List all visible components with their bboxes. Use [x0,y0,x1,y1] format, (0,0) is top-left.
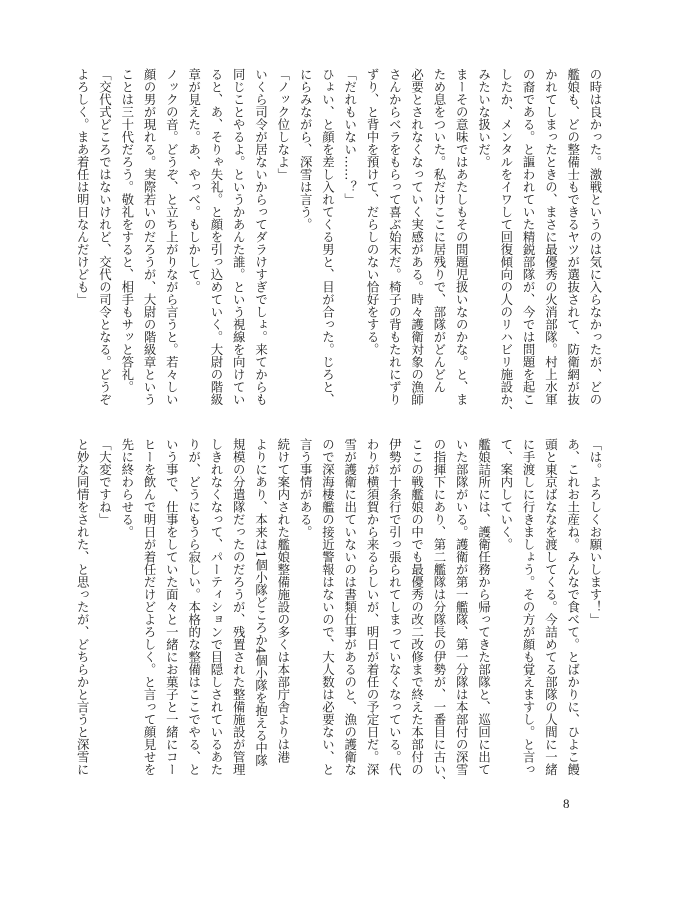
text-line: ここの戦艦娘の中でも最優秀の改二改修まで終えた本部付の [409,438,425,776]
text-line: ことは三十代だろう。敬礼をすると、相手もサッと答礼。 [119,68,135,393]
text-line: さんからベラをもらって喜ぶ始末だ。椅子の背もたれにずり [387,68,403,406]
text-line: よろしく。まあ着任は明日なんだけども」 [75,68,91,306]
text-line: に手渡しに行きましょう。その方が顔も覚えますし。と言っ [521,438,537,776]
text-line: いう事で、仕事をしていた面々と一緒にお菓子と一緒にコー [164,438,180,776]
text-line: かれてしまったときの、まさに最優秀の火消部隊。村上水軍 [543,68,559,406]
text-line: あ、これお土産ね。みんなで食べて。とばかりに、ひよこ饅 [565,438,581,776]
text-line: みたいな扱いだ。 [476,68,492,168]
text-line: 同じことやるよ。というかあんた誰。という視線を向けてい [231,68,247,406]
text-line: ヒーを飲んで明日が着任だけどよろしく。と言って顔見せを [142,438,158,776]
text-line: 頭と東京ばななを渡してくる。今詰めてる部隊の人間に一緒 [543,438,559,776]
text-line: 必要とされなくなっていく実感がある。時々護衛対象の漁師 [409,68,425,406]
text-line: りが、どうにもうら寂しい。本格的な整備はここでやる、と [186,438,202,776]
text-line: 言う事情がある。 [298,438,314,538]
text-line: 規模の分遣隊だったのだろうが、残置された整備施設が管理 [231,438,247,776]
text-line: 章が見えた。あ、やっべ。もしかして。 [186,68,202,293]
text-line: の時は良かった。激戦というのは気に入らなかったが、どの [588,68,603,406]
text-line: 続けて案内された艦娘整備施設の多くは本部庁舎よりは港 [275,438,291,763]
text-line: いくら司令が居ないからってダラけすぎでしょ。来てからも [253,68,269,406]
upper-text-block [61,68,606,418]
text-line: にらみながら、深雪は言う。 [298,68,314,231]
text-line: 「だれもいない……？」 [342,68,358,206]
text-line: 顔の男が現れる。実際若いのだろうが、大尉の階級章という [142,68,158,406]
text-line: て、案内していく。 [498,438,514,551]
text-line: ノックの音。どうぞ、と立ち上がりながら言うと。若々しい [164,68,180,406]
text-line: 「ノック位しなよ」 [275,68,291,181]
text-line: 「は。よろしくお願いします！」 [588,438,603,626]
text-line: ので深海棲艦の接近警報はないので、大人数は必要ない、と [320,438,336,776]
text-line: わりが横須賀から来るらしいが、明日が着任の予定日だ。深 [365,438,381,776]
text-line: したか、メンタルをイワして回復傾向の人のリハビリ施設か、 [498,68,514,418]
lower-text-block [61,438,606,788]
page-number: 8 [563,796,570,811]
text-line: と妙な同情をされた、と思ったが、どちらかと言うと深雪に [75,438,91,776]
text-line: 艦娘詰所には、護衛任務から帰ってきた部隊と、巡回に出て [476,438,492,776]
text-line: ると、あ、そりゃ失礼。と顔を引っ込めていく。大尉の階級 [208,68,224,406]
text-line: 艦娘も、どの整備士もできるヤツが選抜されて、防衛網が抜 [565,68,581,406]
text-line: の指揮下にあり、第二艦隊は分隊長の伊勢が、一番目に古い、 [431,438,447,788]
text-line: 伊勢が十条行で引っ張られてしまっていなくなっている。代 [387,438,403,776]
text-line: ため息をついた。私だけここに居残りで、部隊がどんどん [431,68,447,393]
text-line: 「大変ですね」 [97,438,113,526]
text-line: 「交代式どころではないけれど、交代の司令となる。どうぞ [97,68,113,406]
text-line: の裔である。と謳われていた精鋭部隊が、今では問題を起こ [521,68,537,406]
text-line: 雪が護衛に出ていないのは書類仕事があるのと、漁の護衛な [342,438,358,776]
text-line: まーその意味ではあたしもその問題児扱いなのかな。と、ま [454,68,470,406]
text-line: いた部隊がいる。護衛が第一艦隊、第一分隊は本部付の深雪 [454,438,470,776]
text-line: ずり、と背中を預けて、だらしのない恰好をする。 [365,68,381,356]
text-line: しきれなくなって、パーティションで目隠しされているあた [208,438,224,776]
text-line: 先に終わらせる。 [119,438,135,538]
text-line: よりにあり、本来は1個小隊どころか4個小隊を抱える中隊 [253,438,269,767]
text-line: ひょい、と顔を差し入れてくる男と、目が合った。じろと、 [320,68,336,406]
